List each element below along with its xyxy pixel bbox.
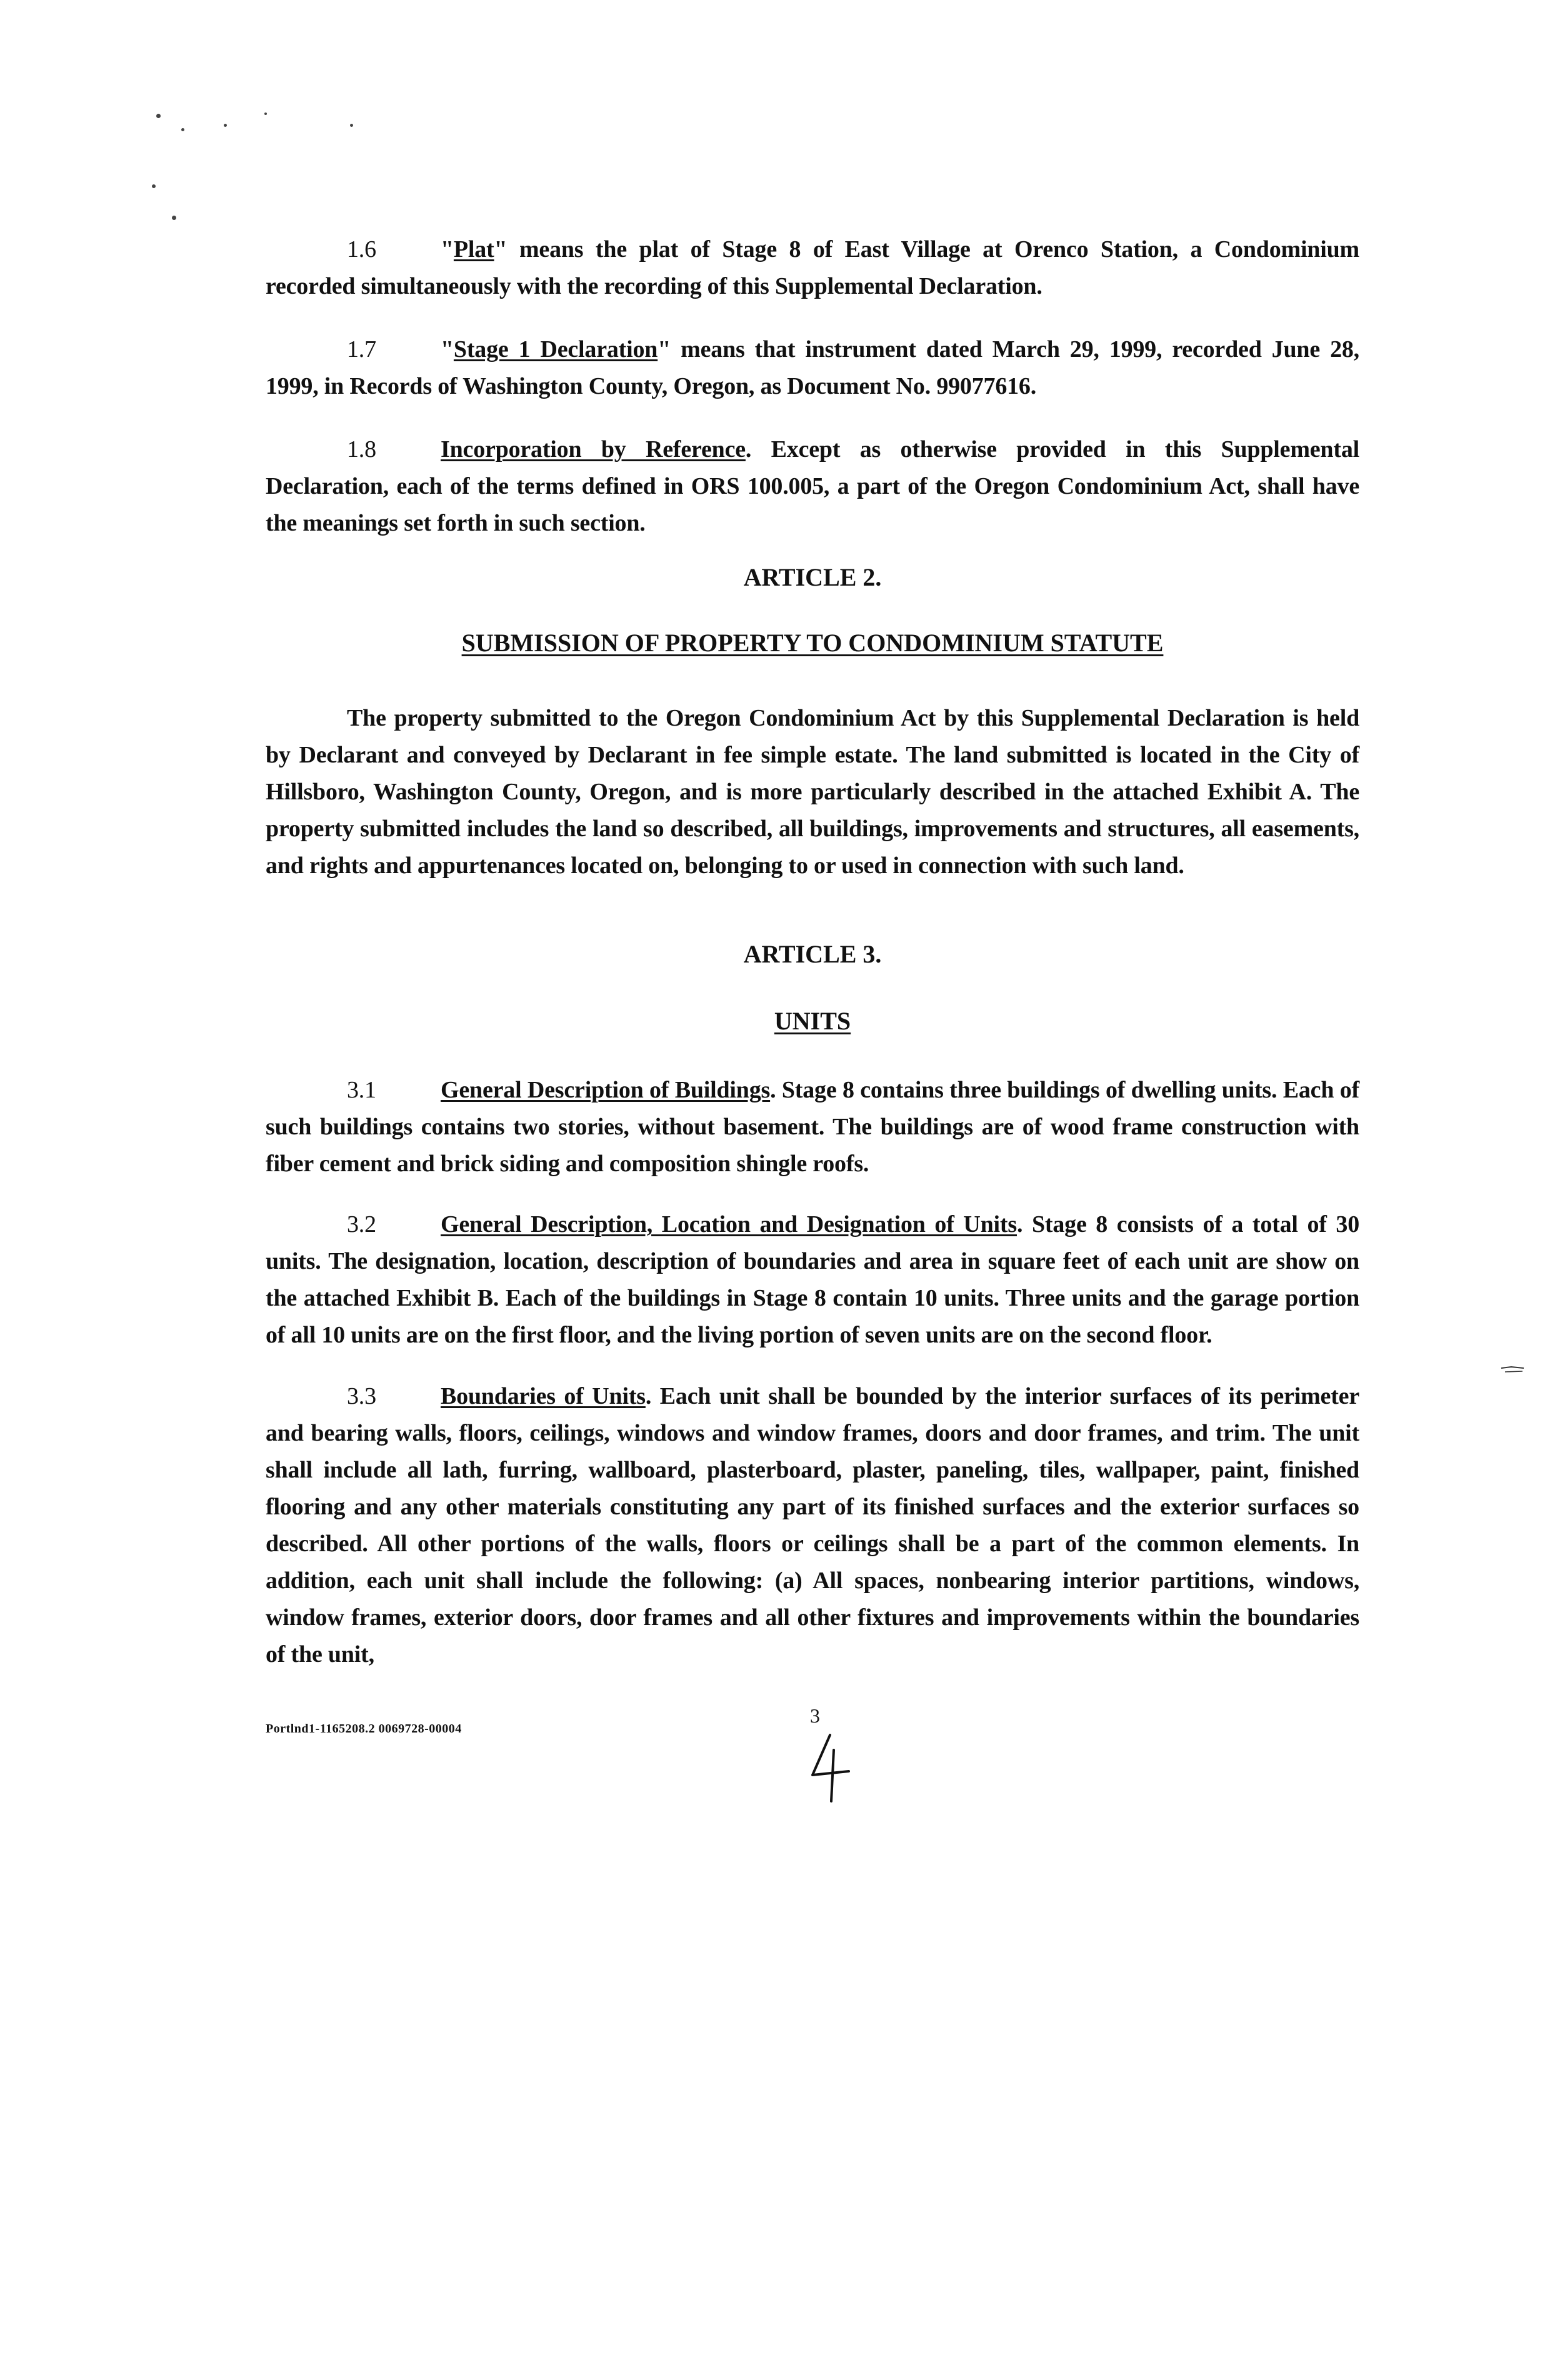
article-2-title bbox=[266, 628, 1359, 658]
scan-speck bbox=[152, 184, 156, 188]
section-1-7: 1.7 "Stage 1 Declaration" means that instrument dated March 29, 1999, recorded June 28, 1999, in Records of Washington County, Oregon, as Document No. 99077616. bbox=[266, 331, 1359, 405]
section-text: " means that instrument dated March 29, 1999, recorded June 28, 1999, in Records of Washington County, Oregon, as Document No. 99077616. bbox=[266, 336, 1359, 399]
section-text: . Stage 8 consists of a total of 30 units. The designation, location, description of boundaries and area in square feet of each unit are show on the attached bbox=[266, 1211, 1360, 1311]
exhibit-ref: Exhibit A bbox=[1207, 779, 1306, 805]
section-3-2 bbox=[266, 1206, 1359, 1354]
section-number: 1.8 bbox=[347, 436, 376, 462]
section-text: . Except as otherwise provided in this Supplemental Declaration, each of the terms defined in ORS 100.005, a part of the Oregon Condominium Act, shall have the meanings set forth in such section. bbox=[266, 436, 1359, 536]
scan-speck bbox=[350, 124, 353, 127]
scan-speck bbox=[224, 124, 227, 127]
body-text: The property submitted to the Oregon Condominium Act by this Supplemental Declaration is held by Declarant and conveyed by Declarant in fee simple estate. The land submitted is located in the City of Hillsboro, Washington County, Oregon, and is more particularly described in the attached bbox=[266, 705, 1359, 805]
section-number: 1.7 bbox=[347, 336, 376, 362]
scan-speck bbox=[264, 112, 267, 115]
section-number: 3.3 bbox=[347, 1383, 376, 1409]
margin-mark bbox=[1500, 1366, 1525, 1374]
scan-speck bbox=[181, 128, 184, 131]
scan-speck bbox=[156, 114, 161, 118]
body-text: . The property submitted includes the land so described, all buildings, improvements and structures, all easements, and rights and appurtenances located on, belonging to or used in connection with such land. bbox=[266, 779, 1359, 879]
section-1-8 bbox=[266, 431, 1359, 542]
article-3-title bbox=[266, 1006, 1359, 1036]
section-text: . Each unit shall be bounded by the interior surfaces of its perimeter and bearing walls, floors, ceilings, windows and window frames, doors and door frames, and trim. The unit shall include all lath, furring, wallboard, plasterboard, plaster, paneling, tiles, wallpaper, paint, finished flooring and any other materials constituting any part of its finished surfaces and the exterior surfaces so described. All other portions of the walls, floors or ceilings shall be a part of the common elements. In addition, each unit shall include the following: (a) All spaces, nonbearing interior partitions, windows, window frames, exterior doors, door frames and all other fixtures and improvements within the boundaries of the unit, bbox=[266, 1383, 1359, 1668]
scan-speck bbox=[172, 216, 176, 220]
defined-term: Plat bbox=[453, 236, 494, 262]
section-number: 1.6 bbox=[347, 236, 376, 262]
section-number: 3.1 bbox=[347, 1077, 376, 1103]
section-1-6: 1.6 "Plat" means the plat of Stage 8 of East Village at Orenco Station, a Condominium recorded simultaneously with the recording of this Supplemental Declaration. bbox=[266, 231, 1359, 305]
article-2-body bbox=[266, 700, 1359, 884]
section-text: . Each of the buildings in Stage 8 contain 10 units. Three units and the garage portion of all 10 units are on the first floor, and the living portion of seven units are on the second floor. bbox=[266, 1285, 1359, 1348]
defined-term: Stage 1 Declaration bbox=[453, 336, 658, 362]
section-number: 3.2 bbox=[347, 1211, 376, 1238]
article-title-text: UNITS bbox=[774, 1007, 851, 1035]
section-heading: General Description, Location and Designation of Units bbox=[441, 1211, 1017, 1238]
section-3-1 bbox=[266, 1072, 1359, 1182]
article-3-label: ARTICLE 3. bbox=[743, 940, 882, 968]
footer-document-id: Portlnd1-1165208.2 0069728-00004 bbox=[266, 1722, 462, 1736]
section-heading: Incorporation by Reference bbox=[441, 436, 746, 462]
section-heading: General Description of Buildings bbox=[441, 1077, 771, 1103]
exhibit-ref: Exhibit B bbox=[396, 1285, 493, 1311]
section-text: " means the plat of Stage 8 of East Village at Orenco Station, a Condominium recorded simultaneously with the recording of this Supplemental Declaration. bbox=[266, 236, 1359, 299]
article-title-text: SUBMISSION OF PROPERTY TO CONDOMINIUM STATUTE bbox=[461, 629, 1164, 657]
article-2-label: ARTICLE 2. bbox=[743, 563, 882, 591]
page-number: 3 bbox=[810, 1704, 820, 1727]
section-3-3 bbox=[266, 1378, 1359, 1673]
section-heading: Boundaries of Units bbox=[441, 1383, 646, 1409]
section-text: . Stage 8 contains three buildings of dwelling units. Each of such buildings contains two stories, without basement. The buildings are of wood frame construction with fiber cement and brick siding and composition shingle roofs. bbox=[266, 1077, 1359, 1177]
handwritten-page-number-icon bbox=[806, 1731, 856, 1806]
